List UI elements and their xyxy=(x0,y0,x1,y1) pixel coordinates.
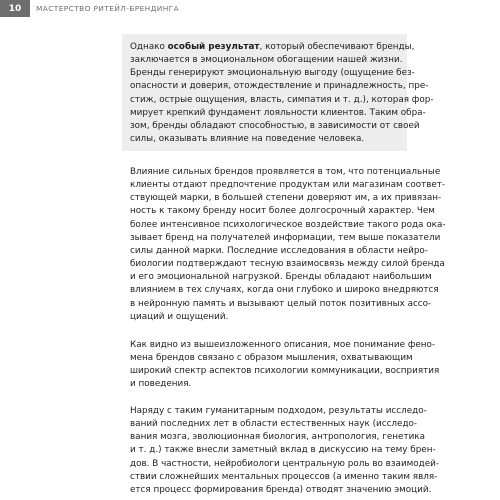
running-title: МАСТЕРСТВО РИТЕЙЛ-БРЕНДИНГА xyxy=(36,4,180,13)
text-line: зывает бренд на получателей информации, тем выше показатели xyxy=(130,232,441,243)
text-line: биологии подтверждают тесную взаимосвязь между силой бренда xyxy=(130,259,445,270)
callout-bold-phrase: особый результат xyxy=(167,42,260,52)
callout-line xyxy=(130,41,415,54)
callout-line: заключается в эмоциональном обогащении нашей жизни. xyxy=(130,55,403,66)
text-line: более интенсивное психологическое воздействие такого рода ока- xyxy=(130,219,446,230)
text-line: Как видно из вышеизложенного описания, мое понимание фено- xyxy=(130,340,436,350)
callout-line1-rest: , который обеспечивают бренды, xyxy=(259,42,415,52)
text-line: вания мозга, эволюционная биология, антропология, генетика xyxy=(130,432,426,443)
body-paragraph xyxy=(130,339,440,392)
body-paragraph xyxy=(130,166,446,324)
text-line: ствии сложнейших ментальных процессов (а именно таким явля- xyxy=(130,471,438,482)
callout-line: мирует крепкий фундамент лояльности клиентов. Таким обра- xyxy=(130,107,426,118)
highlight-box xyxy=(122,34,434,151)
text-line: силы данной марки. Последние исследования в области нейро- xyxy=(130,245,428,256)
callout-lead: Однако xyxy=(130,42,168,52)
text-line: Наряду с таким гуманитарным подходом, результаты исследо- xyxy=(130,406,427,416)
text-line: влиянием в тех случаях, когда они глубоко и широко внедряются xyxy=(130,285,439,296)
text-line: Влияние сильных брендов проявляется в том, что потенциальные xyxy=(130,167,441,177)
text-line: ствующей марки, в большей степени доверяют им, а их привязан- xyxy=(130,193,442,204)
callout-line: силы, оказывать влияние на поведение человека. xyxy=(130,134,365,145)
text-line: ется процесс формирования бренда) отводят значению эмоций. xyxy=(130,484,432,495)
text-line: клиенты отдают предпочтение продуктам или магазинам соответ- xyxy=(130,180,446,191)
text-line: и поведения. xyxy=(130,379,192,390)
text-line: ность к такому бренду носит более долгосрочный характер. Чем xyxy=(130,206,435,217)
text-line: и его эмоциональной нагрузкой. Бренды обладают наибольшим xyxy=(130,272,432,283)
callout-line: стиж, острые ощущения, власть, симпатия и т. д.), которая фор- xyxy=(130,94,434,105)
callout-line: зом, бренды обладают способностью, в зависимости от своей xyxy=(130,120,420,131)
text-line: широкий спектр аспектов психологии коммуникации, восприятия xyxy=(130,366,440,377)
page-number: 10 xyxy=(0,0,30,17)
callout-line: Бренды генерируют эмоциональную выгоду (ощущение без- xyxy=(130,68,415,79)
text-line: дов. В частности, нейробиологи центральную роль во взаимодей- xyxy=(130,458,440,469)
text-line: ваний последних лет в области естественных наук (исследо- xyxy=(130,419,418,430)
text-line: и т. д.) также внесли заметный вклад в дискуссию на тему брен- xyxy=(130,445,436,456)
text-line: циаций и ощущений. xyxy=(130,311,229,322)
text-line: в нейронную память и вызывают целый поток позитивных ассо- xyxy=(130,298,432,309)
body-paragraph xyxy=(130,405,440,497)
callout-line: опасности и доверия, отождествление и принадлежность, пре- xyxy=(130,81,429,92)
text-line: мена брендов связано с образом мышления, охватывающим xyxy=(130,353,413,364)
